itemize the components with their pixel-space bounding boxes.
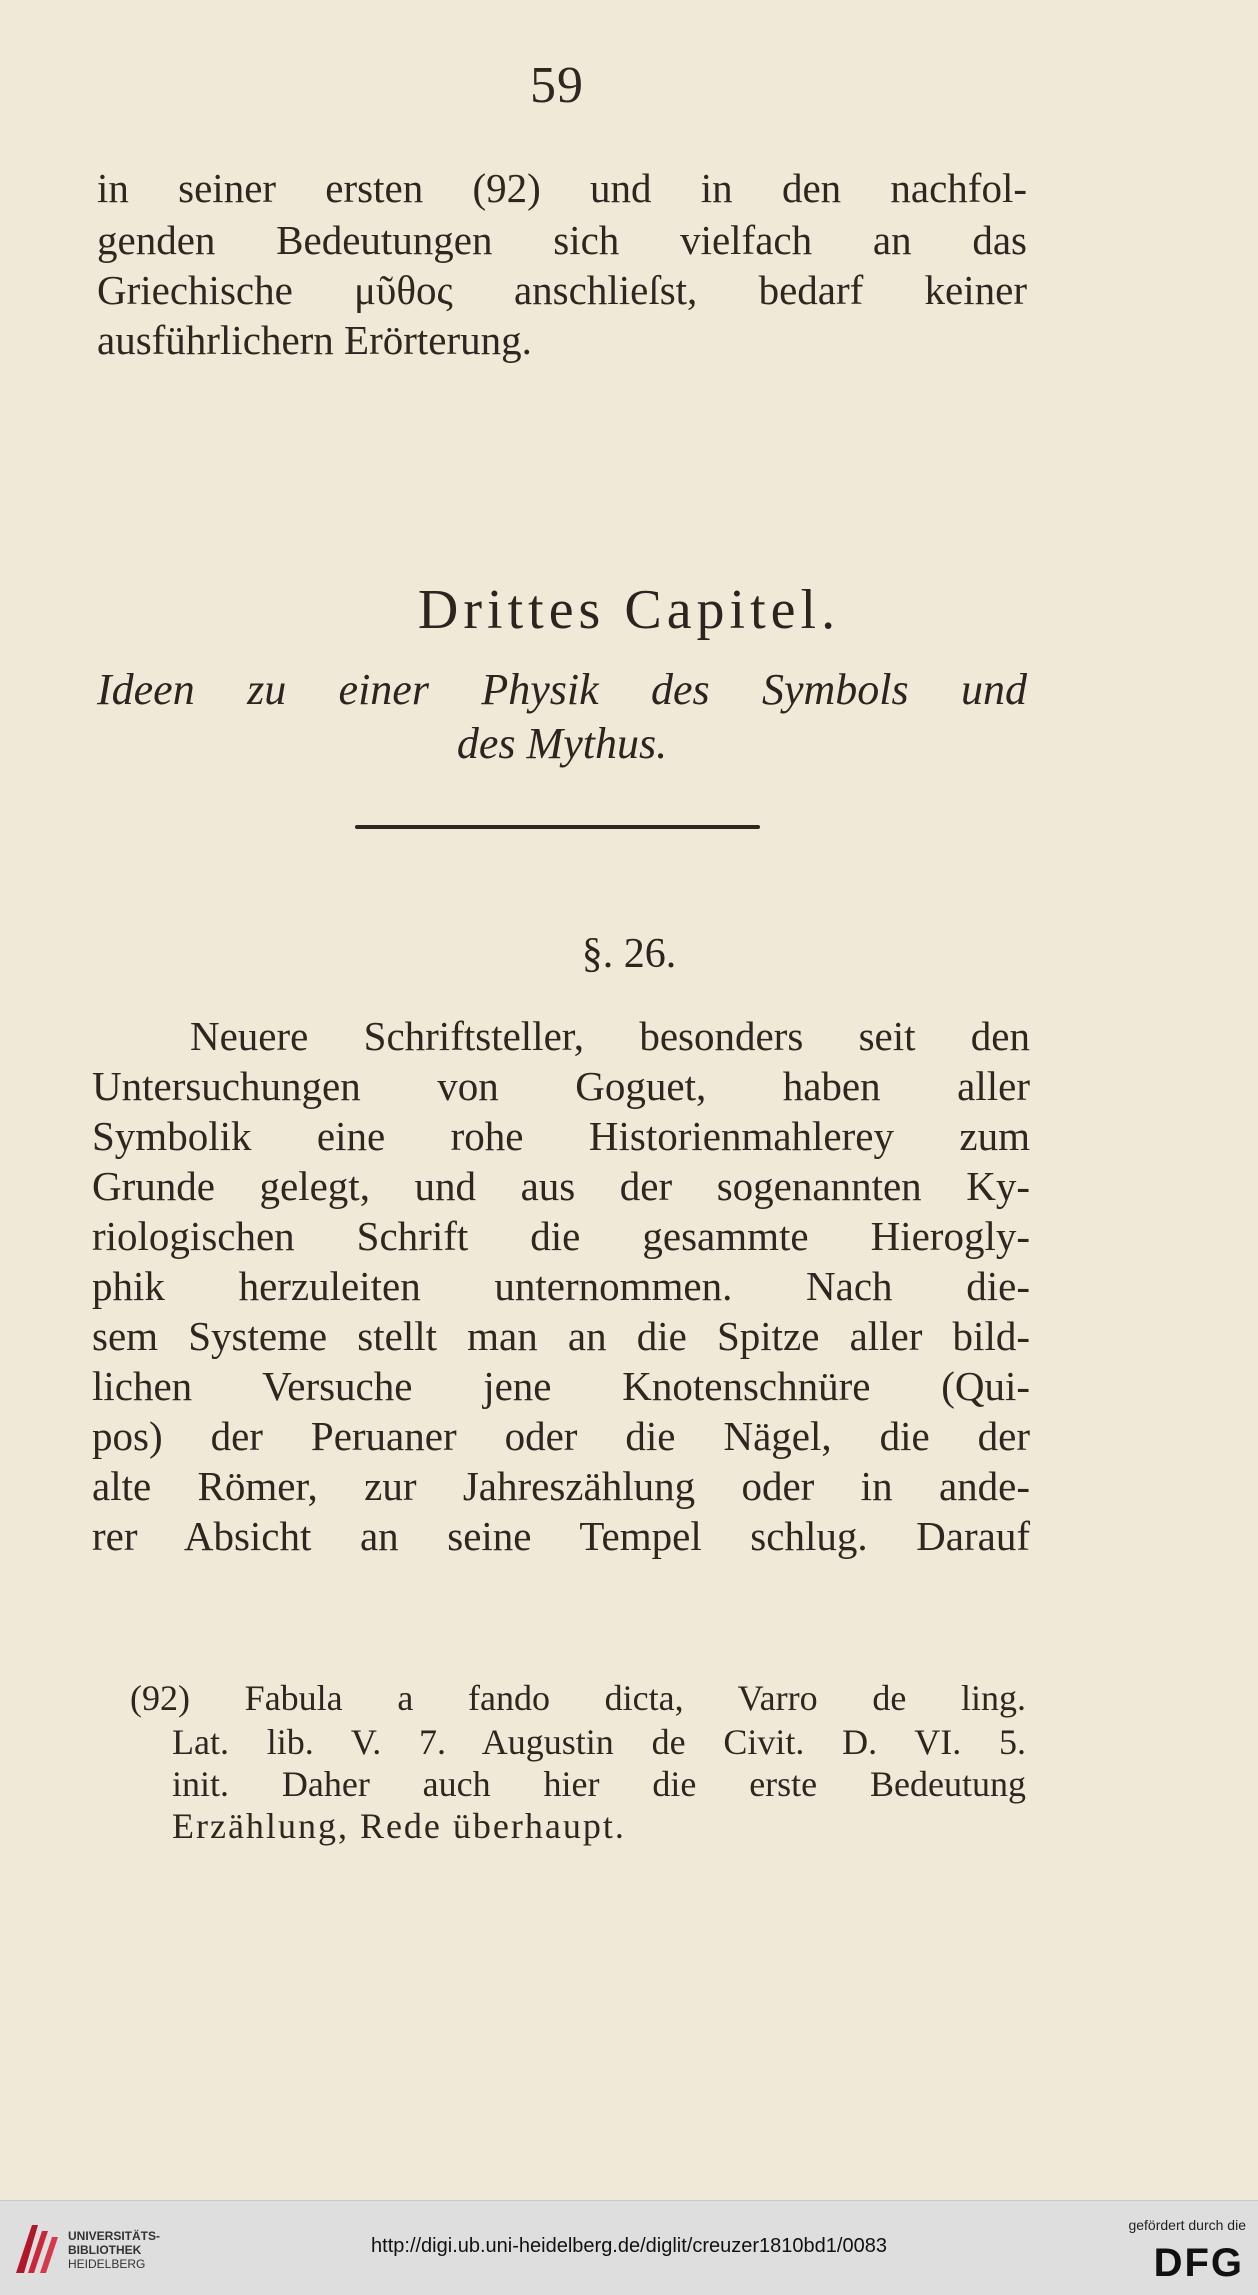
- footnote-line: Lat. lib. V. 7. Augustin de Civit. D. VI. 5.: [172, 1722, 1026, 1762]
- chapter-title: Drittes Capitel.: [417, 579, 841, 641]
- chapter-subtitle: des Mythus.: [456, 719, 668, 768]
- permalink-url[interactable]: http://digi.ub.uni-heidelberg.de/diglit/creuzer1810bd1/0083: [371, 2235, 887, 2257]
- footnote-line: Erzählung, Rede überhaupt.: [172, 1806, 626, 1846]
- page-number: 59: [530, 57, 584, 114]
- paragraph-line: phik herzuleiten unternommen. Nach die-: [92, 1263, 1030, 1309]
- chapter-subtitle: Ideen zu einer Physik des Symbols und: [97, 665, 1027, 714]
- paragraph-line: alte Römer, zur Jahreszählung oder in ande-: [92, 1463, 1030, 1509]
- divider-rule: [355, 825, 760, 829]
- paragraph-line: lichen Versuche jene Knotenschnüre (Qui-: [92, 1363, 1030, 1409]
- paragraph-line: sem Systeme stellt man an die Spitze aller bild-: [92, 1313, 1030, 1359]
- paragraph-line: pos) der Peruaner oder die Nägel, die der: [92, 1413, 1030, 1459]
- intro-line: genden Bedeutungen sich vielfach an das: [97, 217, 1027, 263]
- paragraph-line: Neuere Schriftsteller, besonders seit den: [190, 1013, 1030, 1059]
- dfg-logo: DFG: [1153, 2241, 1244, 2285]
- footnote-line: (92) Fabula a fando dicta, Varro de ling.: [130, 1678, 1026, 1718]
- paragraph-line: Grunde gelegt, und aus der sogenannten Ky-: [92, 1163, 1030, 1209]
- library-name-line: HEIDELBERG: [68, 2257, 146, 2271]
- intro-line: in seiner ersten (92) und in den nachfol-: [97, 165, 1027, 211]
- paragraph-line: rer Absicht an seine Tempel schlug. Darauf: [92, 1513, 1030, 1559]
- section-heading: §. 26.: [581, 931, 677, 977]
- footer-bar: [0, 2200, 1258, 2295]
- paragraph-line: Symbolik eine rohe Historienmahlerey zum: [92, 1113, 1030, 1159]
- library-name-line: UNIVERSITÄTS-: [68, 2229, 161, 2243]
- paragraph-line: Untersuchungen von Goguet, haben aller: [92, 1063, 1030, 1109]
- intro-line: ausführlichern Erörterung.: [97, 317, 532, 363]
- funded-by-label: gefördert durch die: [1128, 2217, 1246, 2233]
- footnote-line: init. Daher auch hier die erste Bedeutung: [172, 1764, 1026, 1804]
- paragraph-line: riologischen Schrift die gesammte Hierogly-: [92, 1213, 1030, 1259]
- library-name-line: BIBLIOTHEK: [68, 2243, 142, 2257]
- intro-line: Griechische μῦθος anschlieſst, bedarf keiner: [97, 267, 1027, 313]
